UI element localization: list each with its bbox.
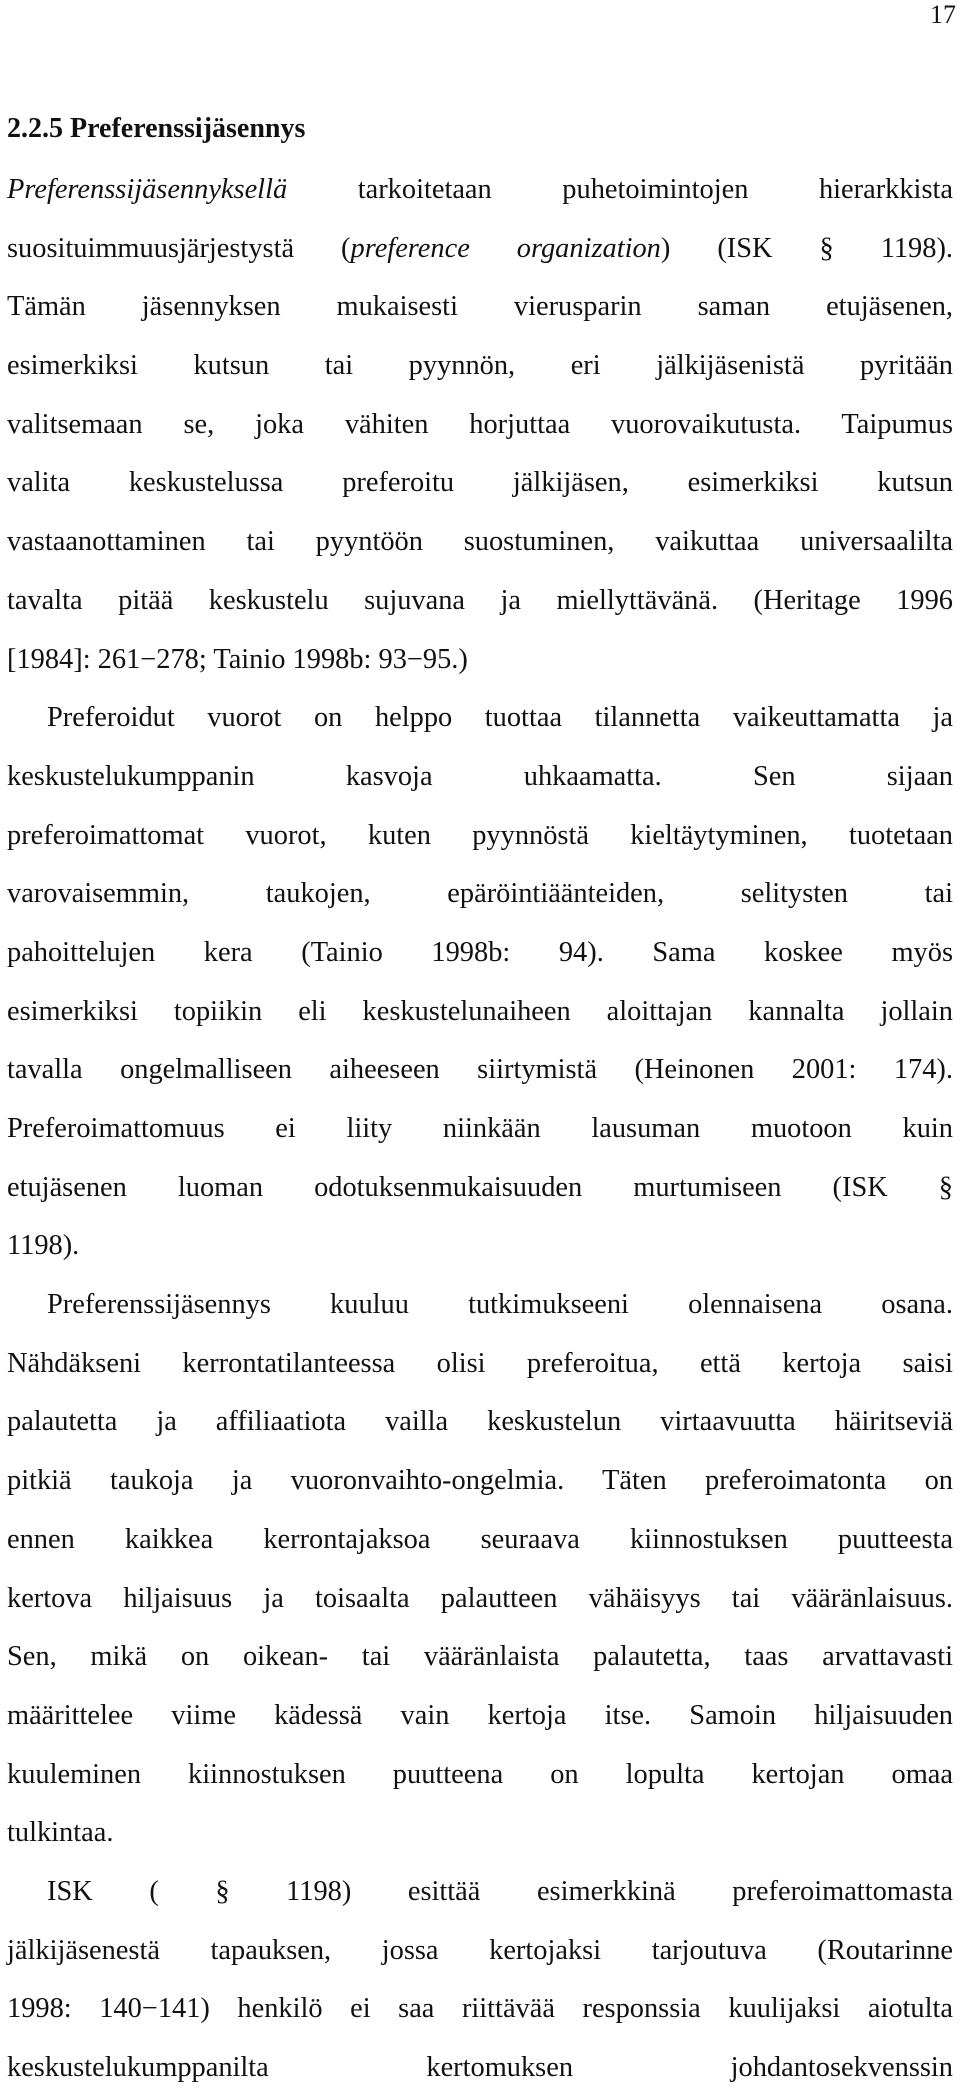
text-span: suosituimmuusjärjestystä (: [7, 232, 351, 264]
text-line: [7, 1980, 953, 2039]
text-span: ennen kaikkea kerrontajaksoa seuraava kiinnostuksen puutteesta: [7, 1523, 953, 1555]
text-span: jälkijäsenestä tapauksen, jossa kertojaksi tarjoutuva (Routarinne: [7, 1934, 953, 1966]
text-span: Sen, mikä on oikean- tai vääränlaista palautetta, taas arvattavasti: [7, 1641, 953, 1673]
text-line: [7, 220, 953, 279]
text-span: esimerkiksi kutsun tai pyynnön, eri jälkijäsenistä pyritään: [7, 350, 953, 382]
text-line: [7, 1570, 953, 1629]
text-line: [7, 1217, 953, 1276]
text-span: pitkiä taukoja ja vuoronvaihto-ongelmia. Täten preferoimatonta on: [7, 1465, 953, 1497]
text-span: kertova hiljaisuus ja toisaalta palautteen vähäisyys tai vääränlaisuus.: [7, 1582, 953, 1614]
text-span: Nähdäkseni kerrontatilanteessa olisi preferoitua, että kertoja saisi: [7, 1347, 953, 1379]
text-span: Preferenssijäsennys kuuluu tutkimukseeni olennaisena osana.: [47, 1289, 953, 1321]
body-text: [7, 161, 953, 2098]
text-span: esimerkiksi topiikin eli keskustelunaiheen aloittajan kannalta jollain: [7, 995, 953, 1027]
text-line: [7, 689, 953, 748]
text-line: [7, 1863, 953, 1922]
text-span: tavalta pitää keskustelu sujuvana ja miellyttävänä. (Heritage 1996: [7, 584, 953, 616]
text-line: [7, 1335, 953, 1394]
text-line: [7, 513, 953, 572]
text-line: [7, 454, 953, 513]
text-line: [7, 1393, 953, 1452]
text-span: ISK ( § 1198) esittää esimerkkinä preferoimattomasta: [47, 1875, 953, 1907]
text-line: [7, 748, 953, 807]
text-line: [7, 631, 953, 690]
text-span: [1984]: 261−278; Tainio 1998b: 93−95.): [7, 643, 468, 675]
text-span: pahoittelujen kera (Tainio 1998b: 94). Sama koskee myös: [7, 936, 953, 968]
text-span: palautetta ja affiliaatiota vailla keskustelun virtaavuutta häiritseviä: [7, 1406, 953, 1438]
paragraph: [7, 689, 953, 1276]
text-span: kuuleminen kiinnostuksen puutteena on lopulta kertojan omaa: [7, 1758, 953, 1790]
text-line: [7, 572, 953, 631]
text-span: tulkintaa.: [7, 1817, 114, 1849]
text-line: [7, 1276, 953, 1335]
page-number: 17: [930, 0, 956, 29]
text-line: [7, 807, 953, 866]
italic-text: preference organization: [350, 232, 661, 264]
text-span: 1998: 140−141) henkilö ei saa riittävää responssia kuulijaksi aiotulta: [7, 1993, 953, 2025]
text-line: [7, 1746, 953, 1805]
paragraph: [7, 161, 953, 689]
text-span: keskustelukumppanin kasvoja uhkaamatta. Sen sijaan: [7, 760, 953, 792]
text-span: valita keskustelussa preferoitu jälkijäsen, esimerkiksi kutsun: [7, 467, 953, 499]
paragraph: [7, 1863, 953, 2098]
text-line: [7, 924, 953, 983]
text-span: 1198).: [7, 1230, 80, 1262]
text-line: [7, 1452, 953, 1511]
text-line: [7, 865, 953, 924]
text-span: preferoimattomat vuorot, kuten pyynnöstä kieltäytyminen, tuotetaan: [7, 819, 953, 851]
text-span: tavalla ongelmalliseen aiheeseen siirtymistä (Heinonen 2001: 174).: [7, 1054, 953, 1086]
text-span: keskustelukumppanilta kertomuksen johdantosekvenssin: [7, 2052, 953, 2083]
text-line: [7, 1511, 953, 1570]
text-line: [7, 1041, 953, 1100]
text-line: [7, 161, 953, 220]
text-line: [7, 1687, 953, 1746]
text-line: [7, 396, 953, 455]
text-line: [7, 2039, 953, 2098]
text-line: [7, 983, 953, 1042]
text-line: [7, 1628, 953, 1687]
text-span: varovaisemmin, taukojen, epäröintiäänteiden, selitysten tai: [7, 878, 953, 910]
section-heading: 2.2.5 Preferenssijäsennys: [7, 113, 306, 144]
text-line: [7, 278, 953, 337]
text-span: vastaanottaminen tai pyyntöön suostuminen, vaikuttaa universaalilta: [7, 526, 953, 558]
italic-text: Preferenssijäsennyksellä: [7, 174, 288, 205]
text-line: [7, 1922, 953, 1981]
text-span: määrittelee viime kädessä vain kertoja itse. Samoin hiljaisuuden: [7, 1699, 953, 1731]
text-line: [7, 1100, 953, 1159]
text-line: [7, 1159, 953, 1218]
text-line: [7, 1804, 953, 1863]
text-span: Preferoidut vuorot on helppo tuottaa tilannetta vaikeuttamatta ja: [47, 702, 953, 734]
text-span: Preferoimattomuus ei liity niinkään lausuman muotoon kuin: [7, 1113, 953, 1144]
text-span: ) (ISK § 1198).: [660, 232, 953, 264]
text-line: [7, 337, 953, 396]
text-span: tarkoitetaan puhetoimintojen hierarkkista: [287, 174, 953, 205]
text-span: etujäsenen luoman odotuksenmukaisuuden murtumiseen (ISK §: [7, 1171, 953, 1203]
text-span: Tämän jäsennyksen mukaisesti vierusparin saman etujäsenen,: [7, 291, 953, 323]
text-span: valitsemaan se, joka vähiten horjuttaa vuorovaikutusta. Taipumus: [7, 408, 953, 440]
paragraph: [7, 1276, 953, 1863]
